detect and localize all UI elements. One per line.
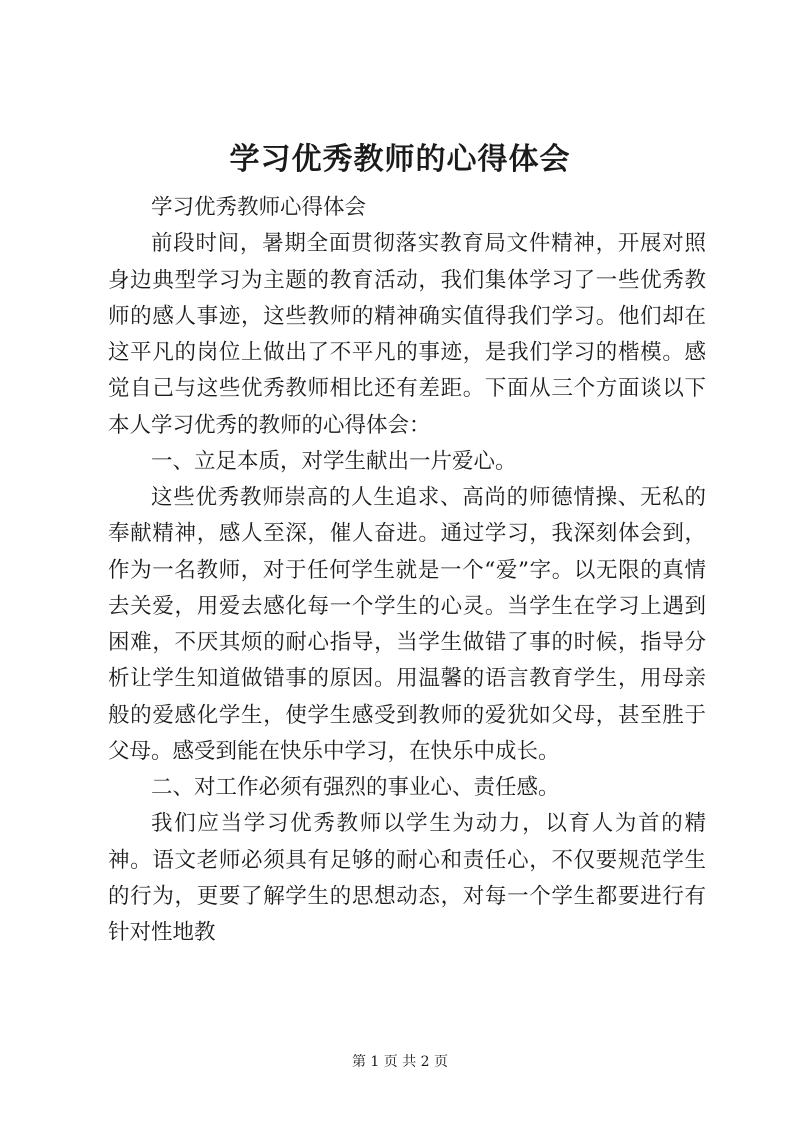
document-body — [108, 190, 706, 951]
section-2-paragraph: 我们应当学习优秀教师以学生为动力，以育人为首的精神。语文老师必须具有足够的耐心和责任心，不仅要规范学生的行为，更要了解学生的思想动态，对每一个学生都要进行有针对性地教 — [108, 811, 706, 945]
intro-paragraph: 前段时间，暑期全面贯彻落实教育局文件精神，开展对照身边典型学习为主题的教育活动，我们集体学习了一些优秀教师的感人事迹，这些教师的精神确实值得我们学习。他们却在这平凡的岗位上做出了不平凡的事迹，是我们学习的楷模。感觉自己与这些优秀教师相比还有差距。下面从三个方面谈以下本人学习优秀的教师的心得体会： — [108, 231, 706, 438]
document-title: 学习优秀教师的心得体会 — [229, 142, 571, 177]
subtitle-paragraph: 学习优秀教师心得体会 — [151, 195, 367, 220]
section-1-paragraph: 这些优秀教师崇高的人生追求、高尚的师德情操、无私的奉献精神，感人至深，催人奋进。通过学习，我深刻体会到，作为一名教师，对于任何学生就是一个“爱”字。以无限的真情去关爱，用爱去感化每一个学生的心灵。当学生在学习上遇到困难，不厌其烦的耐心指导，当学生做错了事的时候，指导分析让学生知道做错事的原因。用温馨的语言教育学生，用母亲般的爱感化学生，使学生感受到教师的爱犹如父母，甚至胜于父母。感受到能在快乐中学习，在快乐中成长。 — [108, 485, 706, 764]
section-heading-2: 二、对工作必须有强烈的事业心、责任感。 — [151, 775, 560, 800]
section-heading-1: 一、立足本质，对学生献出一片爱心。 — [151, 448, 517, 474]
page-footer: 第 1 页 共 2 页 — [351, 1054, 449, 1070]
